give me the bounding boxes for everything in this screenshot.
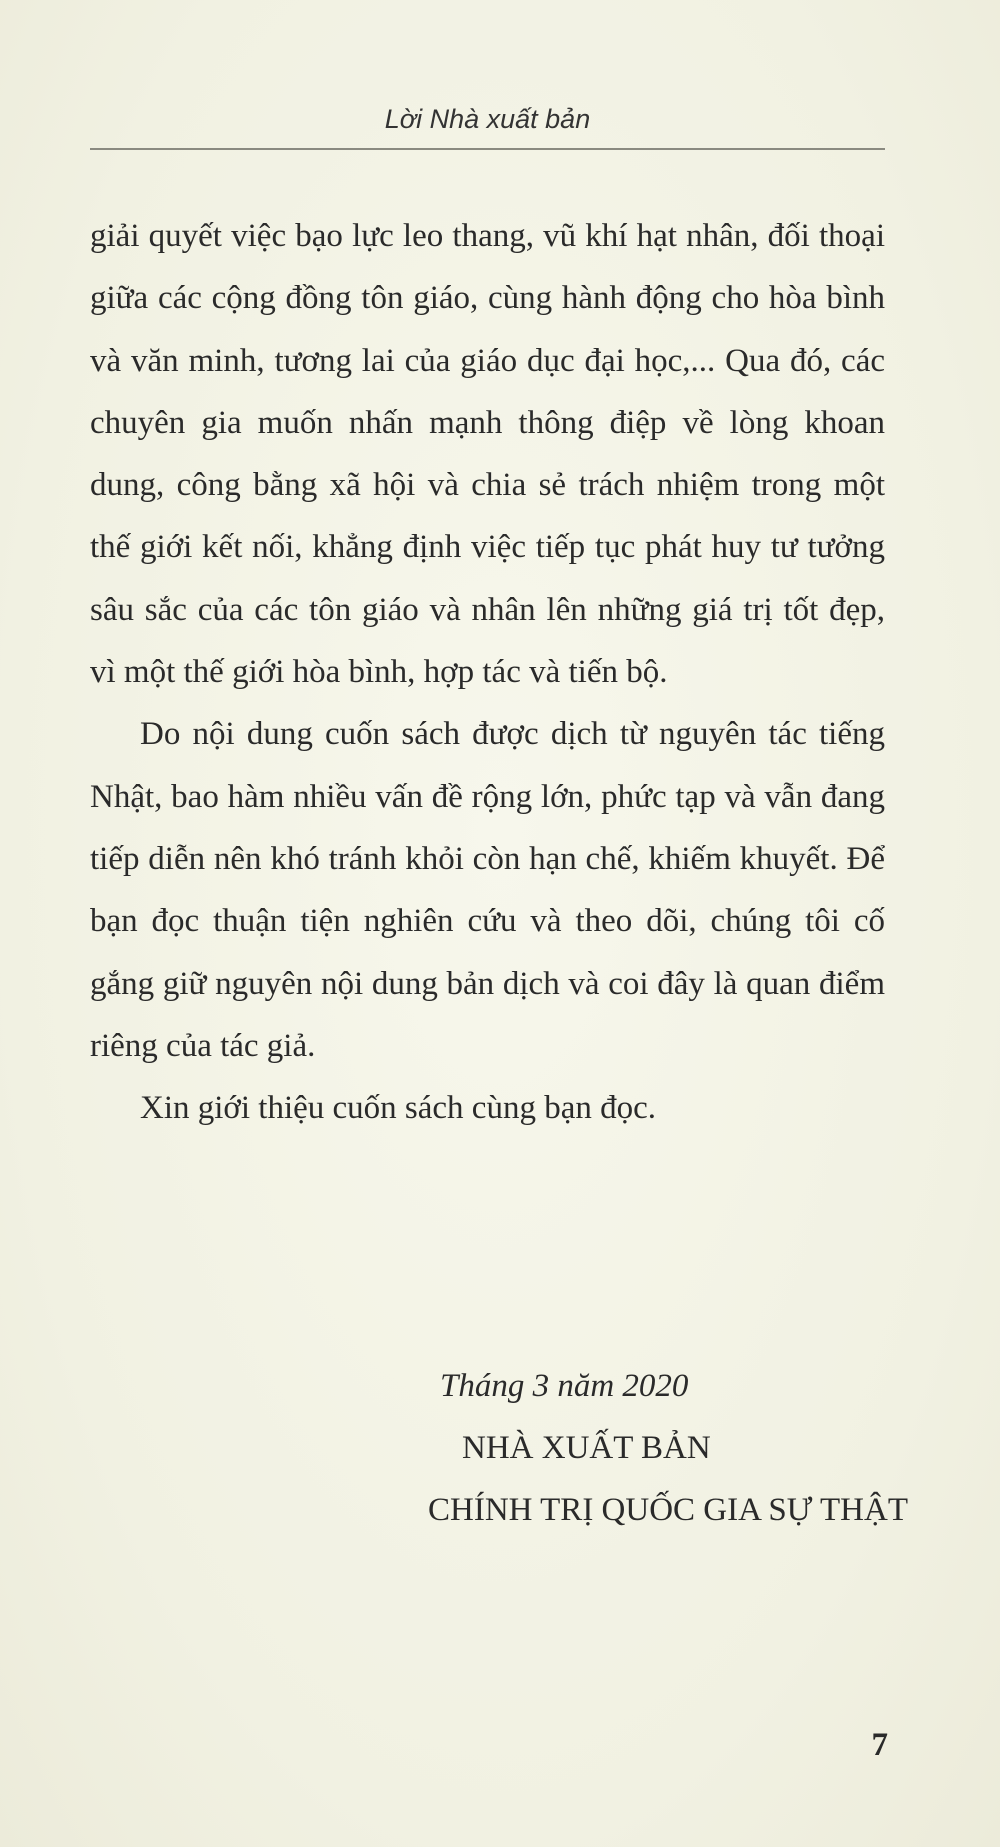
paragraph-continuation: giải quyết việc bạo lực leo thang, vũ khí hạt nhân, đối thoại giữa các cộng đồng tôn giáo, cùng hành động cho hòa bình và văn minh, tương lai của giáo dục đại học,... Qua đó, các chuyên gia muốn nhấn mạnh thông điệp về lòng khoan dung, công bằng xã hội và chia sẻ trách nhiệm trong một thế giới kết nối, khẳng định việc tiếp tục phát huy tư tưởng sâu sắc của các tôn giáo và nhân lên những giá trị tốt đẹp, vì một thế giới hòa bình, hợp tác và tiến bộ. xyxy=(90,218,885,691)
body-text xyxy=(90,205,885,1139)
paragraph-translation-note: Do nội dung cuốn sách được dịch từ nguyên tác tiếng Nhật, bao hàm nhiều vấn đề rộng lớn, phức tạp và vẫn đang tiếp diễn nên khó tránh khỏi còn hạn chế, khiếm khuyết. Để bạn đọc thuận tiện nghiên cứu và theo dõi, chúng tôi cố gắng giữ nguyên nội dung bản dịch và coi đây là quan điểm riêng của tác giả. xyxy=(90,716,885,1064)
publisher-name-line1: NHÀ XUẤT BẢN xyxy=(462,1430,711,1466)
paragraph-introduction: Xin giới thiệu cuốn sách cùng bạn đọc. xyxy=(140,1090,656,1127)
header-divider xyxy=(90,148,885,150)
page-number: 7 xyxy=(871,1727,888,1763)
running-header: Lời Nhà xuất bản xyxy=(384,104,591,134)
signature-date: Tháng 3 năm 2020 xyxy=(440,1368,689,1404)
publisher-name-line2: CHÍNH TRỊ QUỐC GIA SỰ THẬT xyxy=(428,1492,908,1528)
signature-block xyxy=(430,1355,930,1541)
